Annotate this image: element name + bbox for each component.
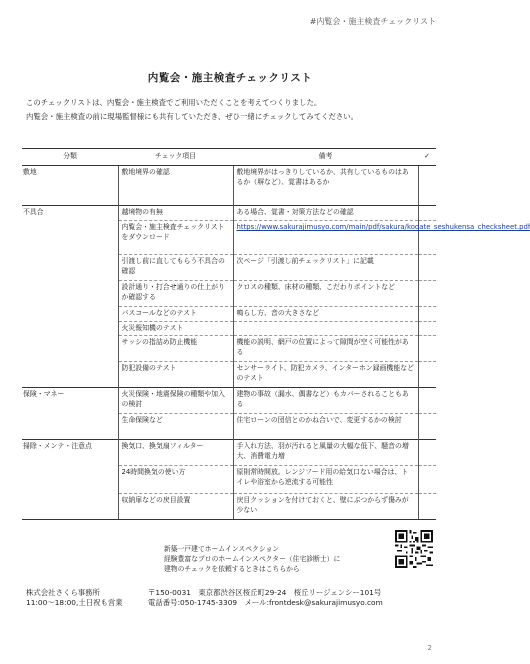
row-note: ある場合、覚書・対策方法などの確認 — [233, 206, 418, 221]
promo-line-1: 新築一戸建てホームインスペクション — [164, 545, 280, 553]
row-item: 引渡し前に直してもらう不具合の確認 — [118, 255, 233, 281]
row-checkbox[interactable] — [418, 494, 436, 520]
row-checkbox[interactable] — [418, 440, 436, 466]
row-note: センサーライト、防犯カメラ、インターホン録画機能などのテスト — [233, 362, 418, 388]
row-note — [233, 321, 418, 336]
header-check: ✓ — [418, 149, 436, 166]
qr-code-icon[interactable] — [395, 530, 433, 568]
header-category: 分類 — [22, 149, 118, 166]
row-item: 敷地境界の確認 — [118, 166, 233, 206]
row-category: 掃除・メンテ・注意点 — [22, 440, 118, 466]
row-checkbox[interactable] — [418, 388, 436, 414]
row-category — [22, 321, 118, 336]
table-row — [22, 336, 436, 362]
header-item: チェック項目 — [118, 149, 233, 166]
row-category — [22, 307, 118, 322]
inspection-promo — [164, 544, 340, 574]
checklist-table — [22, 148, 530, 520]
row-checkbox[interactable] — [418, 414, 436, 440]
row-checkbox[interactable] — [418, 362, 436, 388]
row-item: 防犯設備のテスト — [118, 362, 233, 388]
page-title: 内覧会・施主検査チェックリスト — [147, 72, 313, 84]
contact-block — [148, 588, 383, 608]
table-row — [22, 206, 436, 221]
row-note: 敷地境界がはっきりしているか、共有しているものはあるか（塀など）、覚書はあるか — [233, 166, 418, 206]
company-name: 株式会社さくら事務所 — [26, 588, 100, 597]
row-note: 戻目クッションを付けておくと、壁にぶつからず傷みが少ない — [233, 494, 418, 520]
row-note: 建物の事故（漏水、偶書など）もカバーされることもある — [233, 388, 418, 414]
row-note: 手入れ方法、羽が汚れると風量の大幅な低下、騒音の増大、消費電力増 — [233, 440, 418, 466]
download-link[interactable]: https://www.sakurajimusyo.com/main/pdf/sakura/kodate_seshukensa_checksheet.pdf — [236, 223, 530, 231]
row-category — [22, 466, 118, 494]
promo-line-3: 建物のチェックを依頼するときはこちらから — [164, 565, 300, 573]
row-note: 住宅ローンの団信とのかね合いで、変更するかの検討 — [233, 414, 418, 440]
table-row — [22, 166, 436, 206]
row-item: 24時間換気の使い方 — [118, 466, 233, 494]
company-block — [26, 588, 123, 608]
row-item: 火災報知機のテスト — [118, 321, 233, 336]
table-row — [22, 466, 436, 494]
row-item: 火災保険・地震保険の種類や加入の検討 — [118, 388, 233, 414]
row-checkbox[interactable] — [418, 255, 436, 281]
page-number: 2 — [427, 644, 432, 652]
row-category: 敷地 — [22, 166, 118, 206]
row-item: 越境物の有無 — [118, 206, 233, 221]
company-address: 〒150-0031 東京都渋谷区桜丘町29-24 桜丘リージェンシー101号 — [148, 588, 382, 597]
row-category — [22, 336, 118, 362]
row-note: 機能の説明、網戸の位置によって隙間が空く可能性がある — [233, 336, 418, 362]
table-row — [22, 281, 436, 307]
row-checkbox[interactable] — [418, 466, 436, 494]
row-checkbox[interactable] — [418, 206, 436, 221]
intro-text — [26, 96, 358, 124]
row-item: バスコールなどのテスト — [118, 307, 233, 322]
row-note: 次ページ「引渡し前チェックリスト」に記載 — [233, 255, 418, 281]
row-category: 保険・マネー — [22, 388, 118, 414]
row-item: 収納扉などの戻目設置 — [118, 494, 233, 520]
table-row — [22, 494, 436, 520]
row-checkbox[interactable] — [418, 166, 436, 206]
row-checkbox[interactable] — [418, 321, 436, 336]
table-row — [22, 307, 436, 322]
row-category — [22, 255, 118, 281]
row-item: 生命保険など — [118, 414, 233, 440]
row-note: 鳴らし方、音の大きさなど — [233, 307, 418, 322]
table-row — [22, 321, 436, 336]
row-note: クロスの種類、床材の種類、こだわりポイントなど — [233, 281, 418, 307]
header-note: 備考 — [233, 149, 418, 166]
table-row — [22, 440, 436, 466]
row-category — [22, 221, 118, 255]
table-header-row — [22, 149, 436, 166]
table-row — [22, 414, 436, 440]
intro-line-1: このチェックリストは、内覧会・施主検査でご利用いただくことを考えてつくりました。 — [26, 98, 322, 107]
row-checkbox[interactable] — [418, 336, 436, 362]
row-item: サッシの指詰め防止機能 — [118, 336, 233, 362]
table-row — [22, 388, 436, 414]
promo-line-2: 経験豊富なプロのホームインスペクター（住宅診断士）に — [164, 555, 341, 563]
intro-line-2: 内覧会・施主検査の前に現場監督様にも共有していただき、ぜひ一緒にチェックしてみてください。 — [26, 112, 359, 121]
header-tag: #内覧会・施主検査チェックリスト — [309, 17, 436, 26]
row-category — [22, 414, 118, 440]
row-category — [22, 362, 118, 388]
row-category — [22, 281, 118, 307]
table-row — [22, 221, 436, 255]
row-item: 内覧会・施主検査チェックリストをダウンロード — [118, 221, 233, 255]
row-item: 換気口、換気扇フィルター — [118, 440, 233, 466]
row-item: 設計通り・打合せ通りの仕上がりか確認する — [118, 281, 233, 307]
row-note — [233, 221, 530, 255]
row-checkbox[interactable] — [418, 281, 436, 307]
row-checkbox[interactable] — [418, 307, 436, 322]
row-category — [22, 494, 118, 520]
company-contact: 電話番号:050-1745-3309 メール:frontdesk@sakurajimusyo.com — [148, 598, 383, 607]
table-row — [22, 362, 436, 388]
row-note: 原則常時開放。レンジフード用の給気口ない場合は、トイレや浴室から逆流する可能性 — [233, 466, 418, 494]
business-hours: 11:00～18:00,土日祝も営業 — [26, 598, 123, 607]
table-row — [22, 255, 436, 281]
row-category: 不具合 — [22, 206, 118, 221]
